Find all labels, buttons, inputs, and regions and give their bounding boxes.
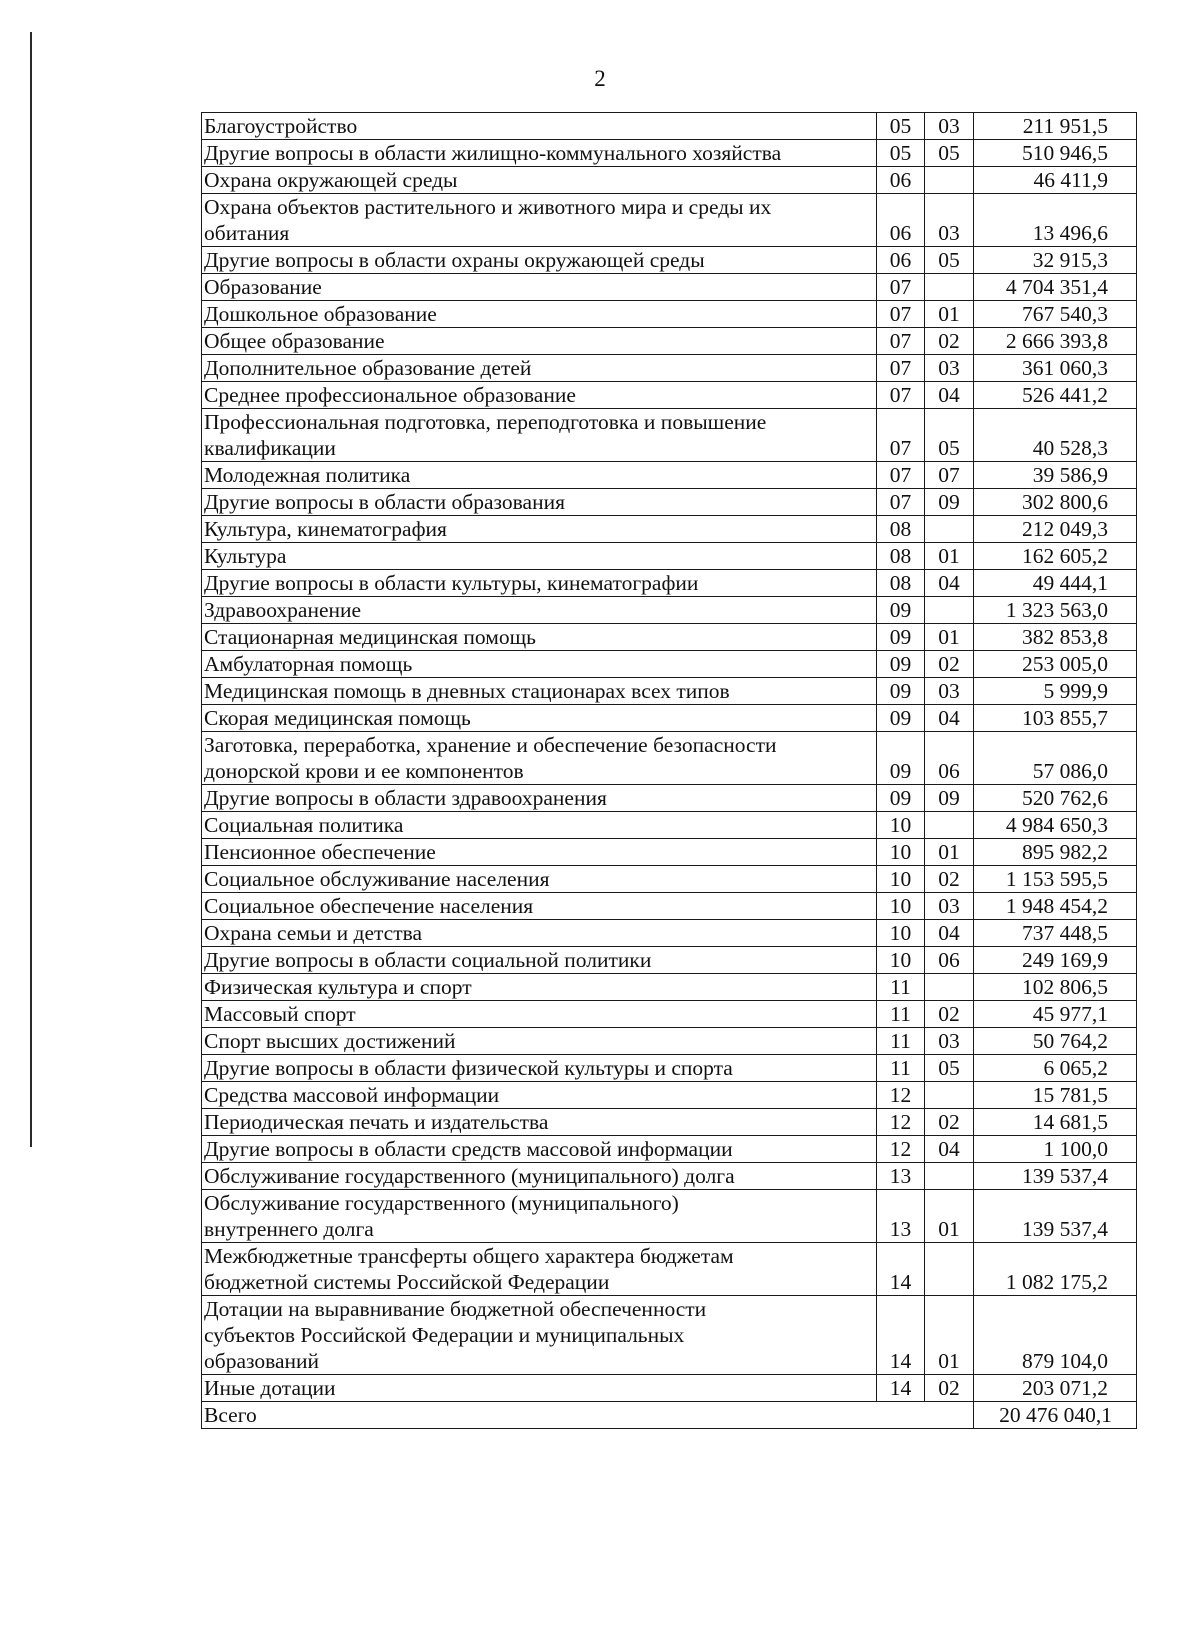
row-sum: 6 065,2 (974, 1055, 1137, 1082)
row-sum: 14 681,5 (974, 1109, 1137, 1136)
row-section-code: 09 (877, 705, 925, 732)
row-subsection-code: 02 (925, 651, 974, 678)
row-subsection-code: 02 (925, 1375, 974, 1402)
table-row (202, 1375, 1137, 1402)
row-sum: 2 666 393,8 (974, 328, 1137, 355)
row-name: Здравоохранение (202, 597, 877, 624)
total-label: Всего (202, 1402, 974, 1429)
table-row (202, 866, 1137, 893)
row-section-code: 14 (877, 1375, 925, 1402)
row-subsection-code: 01 (925, 301, 974, 328)
row-sum: 253 005,0 (974, 651, 1137, 678)
row-sum: 520 762,6 (974, 785, 1137, 812)
row-name: Дошкольное образование (202, 301, 877, 328)
row-section-code: 11 (877, 1001, 925, 1028)
table-row (202, 247, 1137, 274)
table-row (202, 812, 1137, 839)
row-section-code: 11 (877, 1055, 925, 1082)
table-row (202, 382, 1137, 409)
row-section-code: 06 (877, 194, 925, 247)
row-section-code: 07 (877, 382, 925, 409)
row-name: Культура, кинематография (202, 516, 877, 543)
row-section-code: 08 (877, 516, 925, 543)
row-subsection-code: 06 (925, 732, 974, 785)
row-sum: 46 411,9 (974, 167, 1137, 194)
row-subsection-code: 09 (925, 489, 974, 516)
table-row (202, 140, 1137, 167)
table-row (202, 489, 1137, 516)
row-section-code: 08 (877, 570, 925, 597)
budget-table-body (202, 113, 1137, 1429)
row-section-code: 07 (877, 328, 925, 355)
row-subsection-code: 05 (925, 409, 974, 462)
row-section-code: 13 (877, 1163, 925, 1190)
table-row (202, 1109, 1137, 1136)
table-row (202, 409, 1137, 462)
row-sum: 895 982,2 (974, 839, 1137, 866)
table-row (202, 570, 1137, 597)
row-sum: 32 915,3 (974, 247, 1137, 274)
row-sum: 15 781,5 (974, 1082, 1137, 1109)
row-subsection-code: 04 (925, 705, 974, 732)
row-section-code: 10 (877, 839, 925, 866)
row-sum: 57 086,0 (974, 732, 1137, 785)
row-subsection-code: 02 (925, 1001, 974, 1028)
row-name: Обслуживание государственного (муниципального) долга (202, 1163, 877, 1190)
row-subsection-code (925, 974, 974, 1001)
row-section-code: 10 (877, 947, 925, 974)
row-subsection-code: 04 (925, 1136, 974, 1163)
table-row (202, 1243, 1137, 1296)
row-subsection-code: 02 (925, 328, 974, 355)
table-row (202, 516, 1137, 543)
row-subsection-code: 03 (925, 678, 974, 705)
table-row (202, 678, 1137, 705)
table-row (202, 947, 1137, 974)
row-subsection-code: 02 (925, 866, 974, 893)
row-section-code: 09 (877, 678, 925, 705)
row-sum: 39 586,9 (974, 462, 1137, 489)
row-sum: 139 537,4 (974, 1163, 1137, 1190)
row-name: Массовый спорт (202, 1001, 877, 1028)
row-sum: 212 049,3 (974, 516, 1137, 543)
row-subsection-code (925, 274, 974, 301)
row-name: Другие вопросы в области жилищно-коммунального хозяйства (202, 140, 877, 167)
row-sum: 13 496,6 (974, 194, 1137, 247)
row-name: Физическая культура и спорт (202, 974, 877, 1001)
row-sum: 1 948 454,2 (974, 893, 1137, 920)
row-name: Другие вопросы в области социальной политики (202, 947, 877, 974)
row-subsection-code: 04 (925, 570, 974, 597)
row-section-code: 09 (877, 732, 925, 785)
row-subsection-code: 03 (925, 893, 974, 920)
row-name: Благоустройство (202, 113, 877, 140)
row-sum: 49 444,1 (974, 570, 1137, 597)
row-subsection-code (925, 1163, 974, 1190)
row-section-code: 06 (877, 167, 925, 194)
row-section-code: 10 (877, 893, 925, 920)
row-section-code: 09 (877, 651, 925, 678)
row-section-code: 12 (877, 1082, 925, 1109)
row-subsection-code: 03 (925, 113, 974, 140)
row-name: Периодическая печать и издательства (202, 1109, 877, 1136)
row-subsection-code: 03 (925, 355, 974, 382)
table-row (202, 1001, 1137, 1028)
row-subsection-code: 05 (925, 140, 974, 167)
table-row (202, 705, 1137, 732)
row-name: Другие вопросы в области охраны окружающей среды (202, 247, 877, 274)
row-sum: 302 800,6 (974, 489, 1137, 516)
table-row (202, 274, 1137, 301)
left-margin-line (30, 32, 32, 1147)
row-subsection-code: 05 (925, 247, 974, 274)
row-subsection-code (925, 1243, 974, 1296)
total-row (202, 1402, 1137, 1429)
row-name: Охрана окружающей среды (202, 167, 877, 194)
row-sum: 4 984 650,3 (974, 812, 1137, 839)
row-name: Другие вопросы в области физической культуры и спорта (202, 1055, 877, 1082)
row-subsection-code (925, 1082, 974, 1109)
row-name: Стационарная медицинская помощь (202, 624, 877, 651)
row-section-code: 07 (877, 462, 925, 489)
row-section-code: 07 (877, 301, 925, 328)
row-name: Заготовка, переработка, хранение и обеспечение безопасности донорской крови и ее компонентов (202, 732, 877, 785)
row-name: Среднее профессиональное образование (202, 382, 877, 409)
row-sum: 1 100,0 (974, 1136, 1137, 1163)
row-subsection-code: 09 (925, 785, 974, 812)
row-section-code: 12 (877, 1136, 925, 1163)
row-sum: 103 855,7 (974, 705, 1137, 732)
row-name: Иные дотации (202, 1375, 877, 1402)
table-row (202, 1136, 1137, 1163)
row-section-code: 09 (877, 785, 925, 812)
row-subsection-code: 01 (925, 839, 974, 866)
row-section-code: 10 (877, 920, 925, 947)
row-sum: 50 764,2 (974, 1028, 1137, 1055)
table-row (202, 624, 1137, 651)
table-row (202, 1082, 1137, 1109)
row-subsection-code: 04 (925, 382, 974, 409)
table-row (202, 194, 1137, 247)
row-name: Молодежная политика (202, 462, 877, 489)
table-row (202, 785, 1137, 812)
row-name: Охрана семьи и детства (202, 920, 877, 947)
table-row (202, 1190, 1137, 1243)
row-name: Амбулаторная помощь (202, 651, 877, 678)
row-name: Дополнительное образование детей (202, 355, 877, 382)
row-name: Спорт высших достижений (202, 1028, 877, 1055)
row-subsection-code (925, 812, 974, 839)
row-sum: 879 104,0 (974, 1296, 1137, 1375)
row-name: Скорая медицинская помощь (202, 705, 877, 732)
row-subsection-code: 01 (925, 543, 974, 570)
row-subsection-code: 06 (925, 947, 974, 974)
row-name: Культура (202, 543, 877, 570)
row-section-code: 09 (877, 624, 925, 651)
row-section-code: 08 (877, 543, 925, 570)
row-section-code: 06 (877, 247, 925, 274)
table-row (202, 301, 1137, 328)
row-section-code: 09 (877, 597, 925, 624)
row-sum: 249 169,9 (974, 947, 1137, 974)
budget-table (201, 112, 1137, 1429)
row-sum: 139 537,4 (974, 1190, 1137, 1243)
row-sum: 1 153 595,5 (974, 866, 1137, 893)
row-name: Средства массовой информации (202, 1082, 877, 1109)
table-row (202, 651, 1137, 678)
row-sum: 203 071,2 (974, 1375, 1137, 1402)
row-section-code: 10 (877, 812, 925, 839)
row-name: Пенсионное обеспечение (202, 839, 877, 866)
row-name: Социальное обслуживание населения (202, 866, 877, 893)
table-row (202, 113, 1137, 140)
row-subsection-code: 04 (925, 920, 974, 947)
table-row (202, 1028, 1137, 1055)
row-sum: 40 528,3 (974, 409, 1137, 462)
table-row (202, 328, 1137, 355)
row-subsection-code: 01 (925, 624, 974, 651)
row-sum: 211 951,5 (974, 113, 1137, 140)
row-sum: 737 448,5 (974, 920, 1137, 947)
table-row (202, 839, 1137, 866)
table-row (202, 1055, 1137, 1082)
table-row (202, 167, 1137, 194)
row-section-code: 05 (877, 113, 925, 140)
table-row (202, 462, 1137, 489)
row-section-code: 07 (877, 409, 925, 462)
row-section-code: 14 (877, 1296, 925, 1375)
row-name: Другие вопросы в области средств массовой информации (202, 1136, 877, 1163)
row-subsection-code (925, 167, 974, 194)
row-sum: 102 806,5 (974, 974, 1137, 1001)
row-subsection-code: 05 (925, 1055, 974, 1082)
row-name: Общее образование (202, 328, 877, 355)
row-subsection-code (925, 597, 974, 624)
row-sum: 162 605,2 (974, 543, 1137, 570)
row-subsection-code: 07 (925, 462, 974, 489)
row-sum: 382 853,8 (974, 624, 1137, 651)
table-row (202, 893, 1137, 920)
row-name: Социальная политика (202, 812, 877, 839)
table-row (202, 543, 1137, 570)
page-number: 2 (594, 66, 606, 91)
row-name: Другие вопросы в области культуры, кинематографии (202, 570, 877, 597)
row-sum: 361 060,3 (974, 355, 1137, 382)
row-name: Другие вопросы в области образования (202, 489, 877, 516)
table-row (202, 597, 1137, 624)
total-sum: 20 476 040,1 (974, 1402, 1137, 1429)
row-subsection-code (925, 516, 974, 543)
table-row (202, 920, 1137, 947)
row-section-code: 07 (877, 355, 925, 382)
row-name: Межбюджетные трансферты общего характера бюджетам бюджетной системы Российской Федерации (202, 1243, 877, 1296)
row-subsection-code: 03 (925, 1028, 974, 1055)
row-section-code: 11 (877, 1028, 925, 1055)
row-sum: 45 977,1 (974, 1001, 1137, 1028)
row-name: Дотации на выравнивание бюджетной обеспеченности субъектов Российской Федерации и муниципальных образований (202, 1296, 877, 1375)
row-section-code: 07 (877, 274, 925, 301)
row-section-code: 07 (877, 489, 925, 516)
row-sum: 1 323 563,0 (974, 597, 1137, 624)
table-row (202, 732, 1137, 785)
row-name: Образование (202, 274, 877, 301)
row-name: Медицинская помощь в дневных стационарах всех типов (202, 678, 877, 705)
row-sum: 510 946,5 (974, 140, 1137, 167)
table-row (202, 355, 1137, 382)
row-sum: 767 540,3 (974, 301, 1137, 328)
row-subsection-code: 03 (925, 194, 974, 247)
row-section-code: 11 (877, 974, 925, 1001)
row-sum: 4 704 351,4 (974, 274, 1137, 301)
table-row (202, 1163, 1137, 1190)
row-name: Обслуживание государственного (муниципального) внутреннего долга (202, 1190, 877, 1243)
row-subsection-code: 01 (925, 1296, 974, 1375)
row-name: Профессиональная подготовка, переподготовка и повышение квалификации (202, 409, 877, 462)
row-section-code: 10 (877, 866, 925, 893)
row-section-code: 13 (877, 1190, 925, 1243)
row-name: Социальное обеспечение населения (202, 893, 877, 920)
row-section-code: 12 (877, 1109, 925, 1136)
row-section-code: 05 (877, 140, 925, 167)
table-row (202, 974, 1137, 1001)
row-subsection-code: 01 (925, 1190, 974, 1243)
row-sum: 526 441,2 (974, 382, 1137, 409)
row-sum: 5 999,9 (974, 678, 1137, 705)
row-subsection-code: 02 (925, 1109, 974, 1136)
table-row (202, 1296, 1137, 1375)
row-sum: 1 082 175,2 (974, 1243, 1137, 1296)
row-name: Охрана объектов растительного и животного мира и среды их обитания (202, 194, 877, 247)
row-section-code: 14 (877, 1243, 925, 1296)
row-name: Другие вопросы в области здравоохранения (202, 785, 877, 812)
